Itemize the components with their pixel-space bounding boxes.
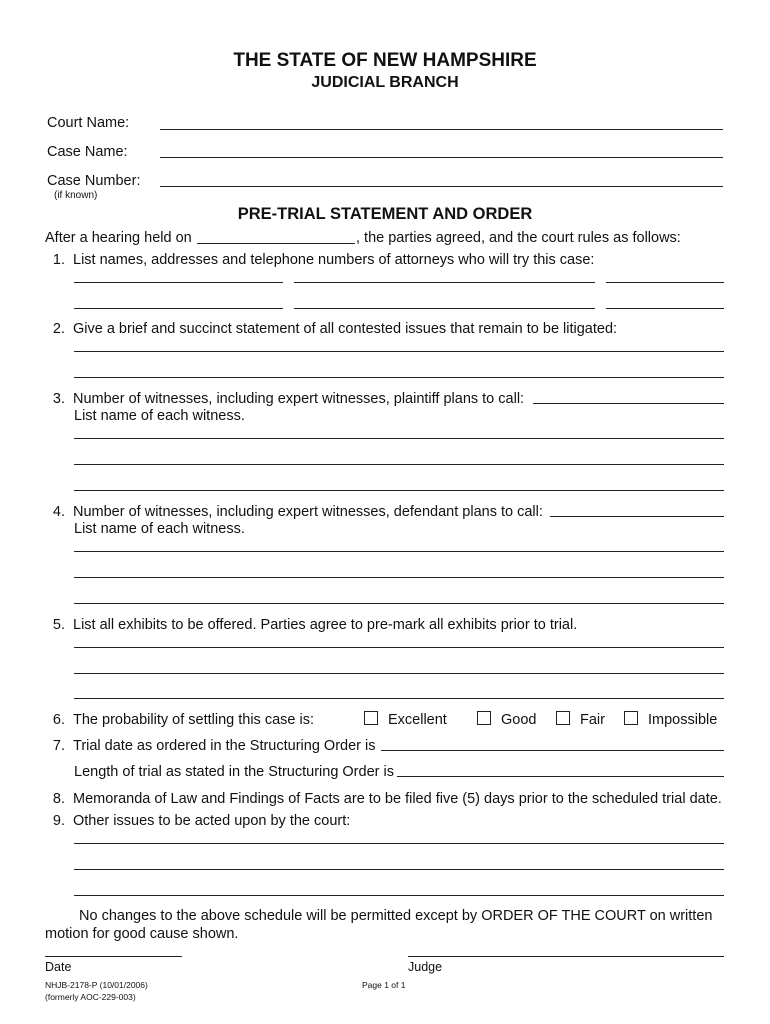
item-5-number: 5. bbox=[52, 617, 65, 633]
judge-label: Judge bbox=[408, 960, 443, 974]
checkbox-impossible[interactable] bbox=[624, 711, 638, 725]
other-issues-line-3[interactable] bbox=[74, 895, 724, 896]
issues-line-1[interactable] bbox=[74, 351, 724, 352]
case-name-field[interactable] bbox=[160, 157, 723, 158]
trial-length-field[interactable] bbox=[397, 776, 724, 777]
defendant-witness-line-1[interactable] bbox=[74, 551, 724, 552]
item-3-sub: List name of each witness. bbox=[74, 408, 245, 424]
hearing-date-field[interactable] bbox=[197, 243, 355, 244]
case-number-field[interactable] bbox=[160, 186, 723, 187]
plaintiff-witness-line-3[interactable] bbox=[74, 490, 724, 491]
attorney-3-line-2[interactable] bbox=[606, 308, 724, 309]
item-5 bbox=[45, 617, 577, 633]
checkbox-good[interactable] bbox=[477, 711, 491, 725]
form-id: NHJB-2178-P (10/01/2006) bbox=[45, 980, 148, 990]
state-title: THE STATE OF NEW HAMPSHIRE bbox=[233, 50, 537, 71]
defendant-witness-count-field[interactable] bbox=[550, 516, 724, 517]
plaintiff-witness-line-2[interactable] bbox=[74, 464, 724, 465]
item-7-number: 7. bbox=[52, 738, 65, 754]
page-number: Page 1 of 1 bbox=[362, 980, 406, 990]
item-9 bbox=[45, 813, 350, 829]
item-2 bbox=[45, 321, 617, 337]
plaintiff-witness-line-1[interactable] bbox=[74, 438, 724, 439]
checkbox-excellent[interactable] bbox=[364, 711, 378, 725]
item-4-number: 4. bbox=[52, 504, 65, 520]
branch-title: JUDICIAL BRANCH bbox=[311, 74, 459, 91]
attorney-3-line-1[interactable] bbox=[606, 282, 724, 283]
intro-after: , the parties agreed, and the court rules as follows: bbox=[356, 230, 681, 246]
item-6-text: The probability of settling this case is: bbox=[73, 712, 314, 728]
item-4 bbox=[45, 504, 543, 520]
checkbox-fair[interactable] bbox=[556, 711, 570, 725]
item-9-number: 9. bbox=[52, 813, 65, 829]
closing-line-1: No changes to the above schedule will be permitted except by ORDER OF THE COURT on written bbox=[79, 908, 713, 924]
item-2-text: Give a brief and succinct statement of all contested issues that remain to be litigated: bbox=[73, 321, 618, 337]
item-3 bbox=[45, 391, 524, 407]
exhibits-line-3[interactable] bbox=[74, 698, 724, 699]
item-1-number: 1. bbox=[52, 252, 65, 268]
option-fair-label: Fair bbox=[580, 712, 605, 728]
exhibits-line-1[interactable] bbox=[74, 647, 724, 648]
option-excellent-label: Excellent bbox=[388, 712, 447, 728]
attorney-2-line-2[interactable] bbox=[294, 308, 595, 309]
trial-date-field[interactable] bbox=[381, 750, 724, 751]
option-good-label: Good bbox=[501, 712, 537, 728]
if-known-note: (if known) bbox=[54, 190, 98, 201]
item-1-text: List names, addresses and telephone numbers of attorneys who will try this case: bbox=[73, 252, 595, 268]
case-name-label: Case Name: bbox=[47, 144, 128, 160]
court-name-label: Court Name: bbox=[47, 115, 130, 131]
court-name-field[interactable] bbox=[160, 129, 723, 130]
item-8-number: 8. bbox=[52, 791, 65, 807]
issues-line-2[interactable] bbox=[74, 377, 724, 378]
item-9-text: Other issues to be acted upon by the court: bbox=[73, 813, 351, 829]
item-6 bbox=[45, 712, 314, 728]
case-number-label: Case Number: bbox=[47, 173, 141, 189]
item-2-number: 2. bbox=[52, 321, 65, 337]
item-3-text: Number of witnesses, including expert witnesses, plaintiff plans to call: bbox=[73, 391, 525, 407]
item-7 bbox=[45, 738, 376, 754]
exhibits-line-2[interactable] bbox=[74, 673, 724, 674]
attorney-1-line-2[interactable] bbox=[74, 308, 283, 309]
other-issues-line-1[interactable] bbox=[74, 843, 724, 844]
form-title: PRE-TRIAL STATEMENT AND ORDER bbox=[237, 205, 533, 223]
item-8 bbox=[45, 791, 722, 807]
formerly-id: (formerly AOC-229-003) bbox=[45, 992, 136, 1002]
item-8-text: Memoranda of Law and Findings of Facts are to be filed five (5) days prior to the scheduled trial date. bbox=[73, 791, 722, 807]
item-5-text: List all exhibits to be offered. Parties agree to pre-mark all exhibits prior to trial. bbox=[73, 617, 578, 633]
item-3-number: 3. bbox=[52, 391, 65, 407]
attorney-2-line-1[interactable] bbox=[294, 282, 595, 283]
judge-signature-line[interactable] bbox=[408, 956, 724, 957]
date-signature-line[interactable] bbox=[45, 956, 182, 957]
option-impossible-label: Impossible bbox=[648, 712, 718, 728]
defendant-witness-line-3[interactable] bbox=[74, 603, 724, 604]
item-4-sub: List name of each witness. bbox=[74, 521, 245, 537]
date-label: Date bbox=[45, 960, 72, 974]
item-7-sub: Length of trial as stated in the Structuring Order is bbox=[74, 764, 394, 780]
item-6-number: 6. bbox=[52, 712, 65, 728]
closing-line-2: motion for good cause shown. bbox=[45, 926, 239, 942]
attorney-1-line-1[interactable] bbox=[74, 282, 283, 283]
item-7-text: Trial date as ordered in the Structuring Order is bbox=[73, 738, 376, 754]
item-1 bbox=[45, 252, 594, 268]
intro-before: After a hearing held on bbox=[45, 230, 192, 246]
other-issues-line-2[interactable] bbox=[74, 869, 724, 870]
item-4-text: Number of witnesses, including expert witnesses, defendant plans to call: bbox=[73, 504, 543, 520]
defendant-witness-line-2[interactable] bbox=[74, 577, 724, 578]
plaintiff-witness-count-field[interactable] bbox=[533, 403, 724, 404]
